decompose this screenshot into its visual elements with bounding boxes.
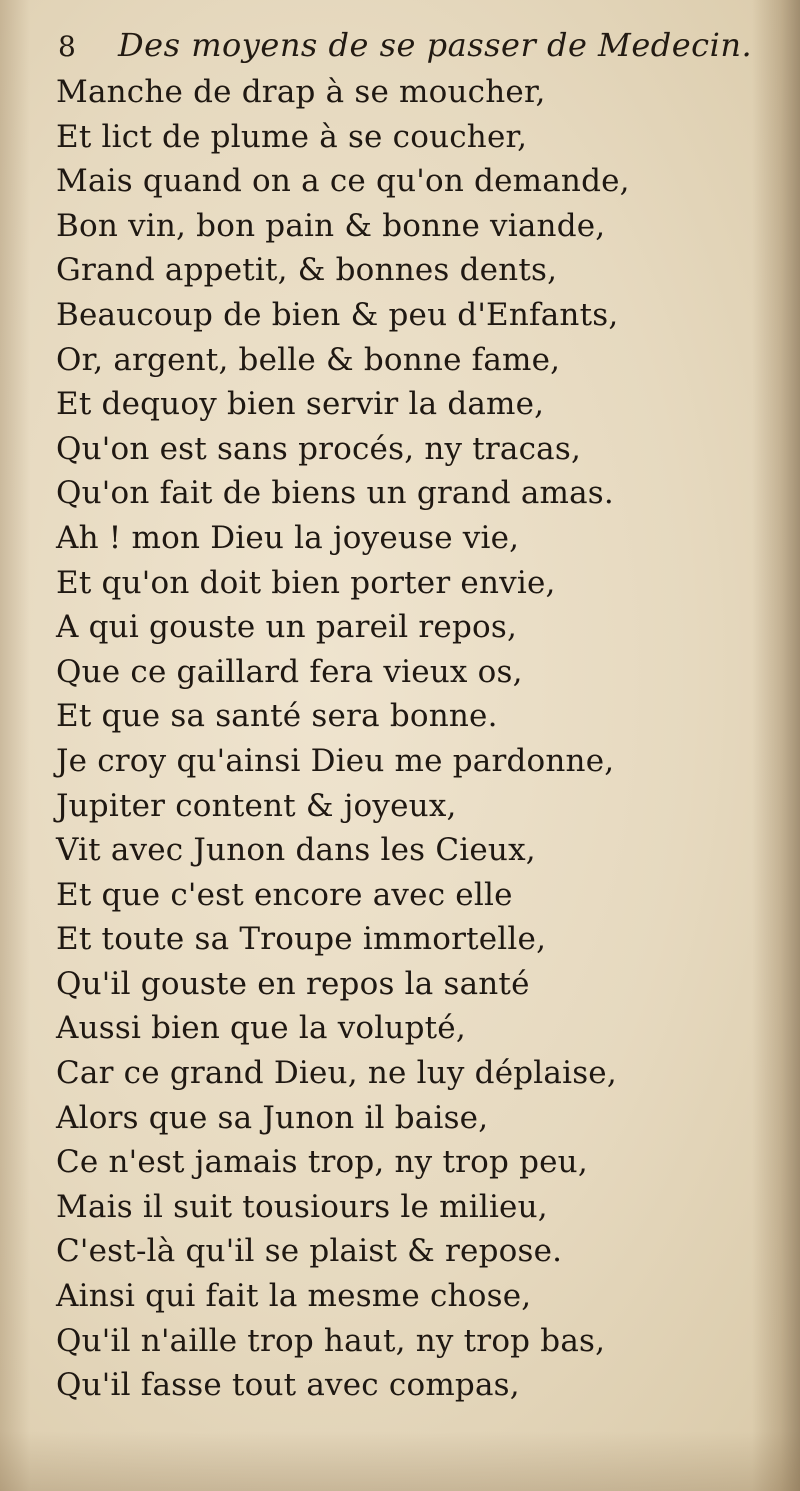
running-title: Des moyens de se passer de Medecin. (118, 26, 753, 64)
verse-line: Manche de drap à se moucher, (56, 74, 546, 110)
verse-line: Et qu'on doit bien porter envie, (56, 564, 556, 601)
verse-line: Et toute sa Troupe immortelle, (56, 921, 547, 958)
verse-line: Or, argent, belle & bonne fame, (56, 341, 561, 378)
verse-line: Ce n'est jamais trop, ny trop peu, (56, 1144, 588, 1181)
page-header (58, 26, 753, 70)
verse-line: Jupiter content & joyeux, (56, 787, 457, 824)
verse-line: Mais quand on a ce qu'on demande, (56, 163, 630, 200)
verse-line: Alors que sa Junon il baise, (56, 1099, 489, 1136)
verse-line: Ainsi qui fait la mesme chose, (56, 1278, 532, 1315)
verse-line: C'est-là qu'il se plaist & repose. (56, 1233, 563, 1270)
verse-line: Mais il suit tousiours le milieu, (56, 1188, 548, 1225)
verse-line: Qu'on est sans procés, ny tracas, (56, 430, 582, 467)
verse-line: Bon vin, bon pain & bonne viande, (56, 207, 606, 244)
verse-line: Et lict de plume à se coucher, (56, 118, 528, 155)
verse-line: Vit avec Junon dans les Cieux, (56, 832, 536, 869)
page-binding-edge (752, 0, 800, 1491)
verse-line: Beaucoup de bien & peu d'Enfants, (56, 296, 619, 333)
verse-line: Grand appetit, & bonnes dents, (56, 252, 558, 289)
verse-line: Qu'on fait de biens un grand amas. (56, 475, 614, 512)
verse-line: Et dequoy bien servir la dame, (56, 386, 545, 423)
page-shadow-left (0, 0, 30, 1491)
verse-line: Aussi bien que la volupté, (56, 1010, 466, 1047)
verse-line: Que ce gaillard fera vieux os, (56, 653, 523, 690)
verse-line: Et que c'est encore avec elle (56, 876, 513, 913)
verse-line: A qui gouste un pareil repos, (56, 609, 518, 646)
verse-line: Ah ! mon Dieu la joyeuse vie, (56, 519, 520, 556)
page-number: 8 (58, 30, 76, 63)
page-shadow-bottom (0, 1431, 800, 1491)
verse-line: Qu'il n'aille trop haut, ny trop bas, (56, 1322, 606, 1359)
verse-block (56, 70, 696, 1408)
verse-line: Qu'il gouste en repos la santé (56, 965, 530, 1002)
verse-line: Qu'il fasse tout avec compas, (56, 1367, 520, 1404)
verse-line: Et que sa santé sera bonne. (56, 698, 498, 735)
verse-line: Je croy qu'ainsi Dieu me pardonne, (56, 742, 615, 779)
verse-line: Car ce grand Dieu, ne luy déplaise, (56, 1055, 617, 1092)
